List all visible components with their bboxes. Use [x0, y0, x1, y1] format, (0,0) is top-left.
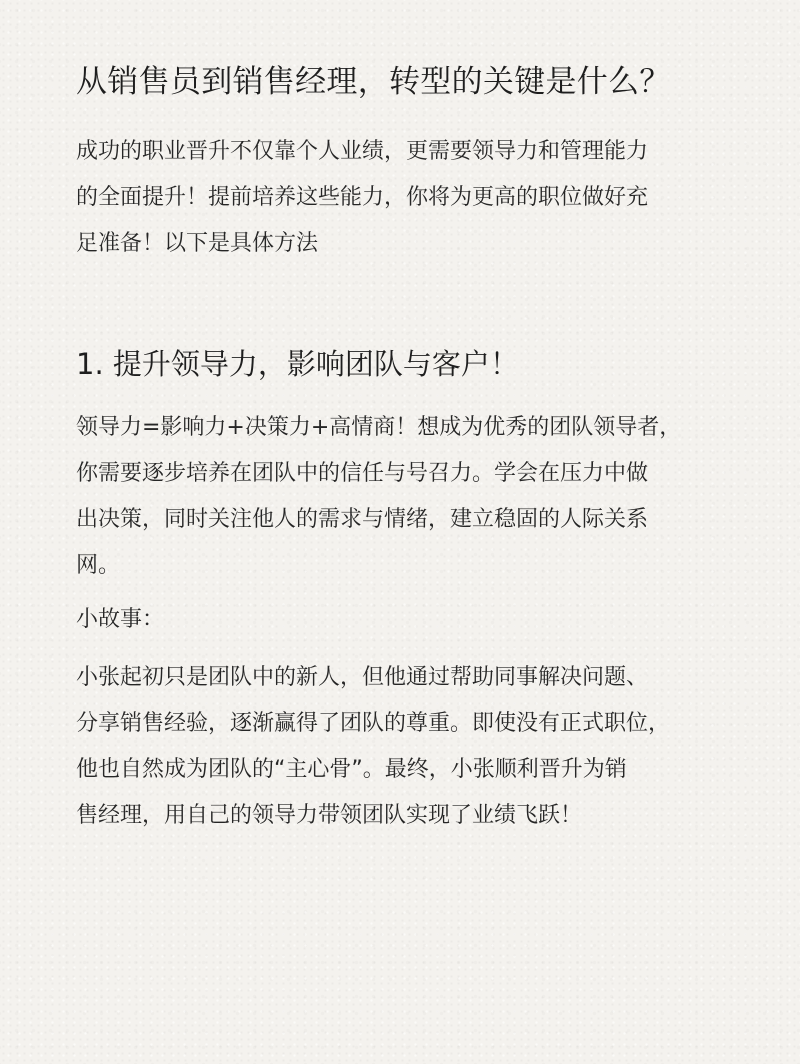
intro-paragraph — [76, 129, 738, 267]
section-body-line: 你需要逐步培养在团队中的信任与号召力。学会在压力中做 — [76, 461, 649, 486]
story-line: 售经理，用自己的领导力带领团队实现了业绩飞跃！ — [76, 803, 583, 828]
section-body-line: 领导力=影响力+决策力+高情商！想成为优秀的团队领导者， — [76, 415, 682, 440]
story-label-text: 小故事： — [76, 607, 165, 632]
intro-line: 成功的职业晋升不仅靠个人业绩，更需要领导力和管理能力 — [76, 139, 649, 164]
page-title: 从销售员到销售经理，转型的关键是什么？ — [76, 64, 671, 100]
section-body — [76, 405, 738, 589]
story-label — [76, 597, 738, 643]
story-paragraph — [76, 655, 738, 839]
story-line: 小张起初只是团队中的新人，但他通过帮助同事解决问题、 — [76, 665, 649, 690]
story-line: 分享销售经验，逐渐赢得了团队的尊重。即使没有正式职位， — [76, 711, 671, 736]
story-line: 他也自然成为团队的“主心骨”。最终，小张顺利晋升为销 — [76, 757, 627, 782]
section-body-line: 出决策，同时关注他人的需求与情绪，建立稳固的人际关系 — [76, 507, 649, 532]
intro-line: 的全面提升！提前培养这些能力，你将为更高的职位做好充 — [76, 185, 649, 210]
section-heading: 1. 提升领导力，影响团队与客户！ — [76, 347, 519, 381]
section-body-line: 网。 — [76, 553, 121, 578]
intro-line: 足准备！以下是具体方法 — [76, 231, 319, 256]
